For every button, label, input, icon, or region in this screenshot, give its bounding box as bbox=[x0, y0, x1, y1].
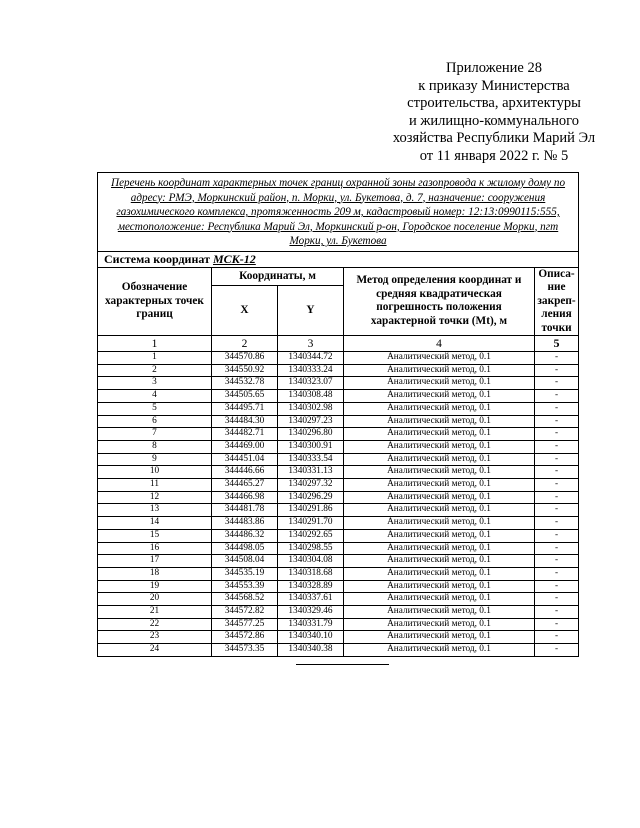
coordinate-system-value: МСК-12 bbox=[212, 251, 256, 266]
table-row bbox=[98, 466, 579, 479]
method-cell: Аналитический метод, 0.1 bbox=[344, 415, 535, 428]
point-number: 6 bbox=[98, 415, 212, 428]
method-cell: Аналитический метод, 0.1 bbox=[344, 364, 535, 377]
table-row bbox=[98, 618, 579, 631]
table-row bbox=[98, 440, 579, 453]
method-cell: Аналитический метод, 0.1 bbox=[344, 428, 535, 441]
method-cell: Аналитический метод, 0.1 bbox=[344, 580, 535, 593]
method-cell: Аналитический метод, 0.1 bbox=[344, 440, 535, 453]
point-number: 8 bbox=[98, 440, 212, 453]
table-row bbox=[98, 593, 579, 606]
table-row bbox=[98, 377, 579, 390]
method-cell: Аналитический метод, 0.1 bbox=[344, 606, 535, 619]
x-coordinate: 344484.30 bbox=[212, 415, 278, 428]
x-coordinate: 344532.78 bbox=[212, 377, 278, 390]
point-number: 5 bbox=[98, 402, 212, 415]
table-row bbox=[98, 415, 579, 428]
point-number: 12 bbox=[98, 491, 212, 504]
method-cell: Аналитический метод, 0.1 bbox=[344, 466, 535, 479]
method-cell: Аналитический метод, 0.1 bbox=[344, 402, 535, 415]
description-cell: - bbox=[535, 402, 579, 415]
table-row bbox=[98, 555, 579, 568]
header-x: X bbox=[212, 286, 278, 336]
x-coordinate: 344573.35 bbox=[212, 644, 278, 657]
y-coordinate: 1340304.08 bbox=[278, 555, 344, 568]
table-row bbox=[98, 491, 579, 504]
point-number: 16 bbox=[98, 542, 212, 555]
table-row bbox=[98, 453, 579, 466]
description-cell: - bbox=[535, 479, 579, 492]
x-coordinate: 344572.86 bbox=[212, 631, 278, 644]
point-number: 17 bbox=[98, 555, 212, 568]
x-coordinate: 344553.39 bbox=[212, 580, 278, 593]
description-cell: - bbox=[535, 555, 579, 568]
description-cell: - bbox=[535, 631, 579, 644]
coordinate-system bbox=[98, 251, 579, 267]
description-cell: - bbox=[535, 517, 579, 530]
y-coordinate: 1340298.55 bbox=[278, 542, 344, 555]
method-cell: Аналитический метод, 0.1 bbox=[344, 542, 535, 555]
point-number: 1 bbox=[98, 352, 212, 365]
point-number: 2 bbox=[98, 364, 212, 377]
method-cell: Аналитический метод, 0.1 bbox=[344, 593, 535, 606]
y-coordinate: 1340328.89 bbox=[278, 580, 344, 593]
description-cell: - bbox=[535, 606, 579, 619]
coordinate-system-label: Система координат bbox=[104, 251, 210, 266]
y-coordinate: 1340323.07 bbox=[278, 377, 344, 390]
column-number: 2 bbox=[212, 336, 278, 352]
table-row bbox=[98, 542, 579, 555]
x-coordinate: 344465.27 bbox=[212, 479, 278, 492]
column-number: 1 bbox=[98, 336, 212, 352]
y-coordinate: 1340291.86 bbox=[278, 504, 344, 517]
y-coordinate: 1340296.80 bbox=[278, 428, 344, 441]
method-cell: Аналитический метод, 0.1 bbox=[344, 390, 535, 403]
method-cell: Аналитический метод, 0.1 bbox=[344, 517, 535, 530]
description-cell: - bbox=[535, 618, 579, 631]
coordinates-table bbox=[97, 172, 579, 657]
point-number: 18 bbox=[98, 567, 212, 580]
x-coordinate: 344568.52 bbox=[212, 593, 278, 606]
description-cell: - bbox=[535, 567, 579, 580]
y-coordinate: 1340291.70 bbox=[278, 517, 344, 530]
x-coordinate: 344572.82 bbox=[212, 606, 278, 619]
y-coordinate: 1340297.32 bbox=[278, 479, 344, 492]
x-coordinate: 344469.00 bbox=[212, 440, 278, 453]
header-coordinates: Координаты, м bbox=[212, 267, 344, 286]
table-row bbox=[98, 402, 579, 415]
table-row bbox=[98, 580, 579, 593]
point-number: 3 bbox=[98, 377, 212, 390]
y-coordinate: 1340300.91 bbox=[278, 440, 344, 453]
x-coordinate: 344505.65 bbox=[212, 390, 278, 403]
y-coordinate: 1340296.29 bbox=[278, 491, 344, 504]
header-method: Метод определения координат и средняя квадратическая погрешность положения характерной точки (Mt), м bbox=[344, 267, 535, 336]
method-cell: Аналитический метод, 0.1 bbox=[344, 631, 535, 644]
point-number: 13 bbox=[98, 504, 212, 517]
method-cell: Аналитический метод, 0.1 bbox=[344, 453, 535, 466]
description-cell: - bbox=[535, 491, 579, 504]
appendix-line: и жилищно-коммунального bbox=[408, 112, 580, 129]
description-cell: - bbox=[535, 542, 579, 555]
point-number: 11 bbox=[98, 479, 212, 492]
y-coordinate: 1340318.68 bbox=[278, 567, 344, 580]
x-coordinate: 344570.86 bbox=[212, 352, 278, 365]
x-coordinate: 344498.05 bbox=[212, 542, 278, 555]
point-number: 4 bbox=[98, 390, 212, 403]
method-cell: Аналитический метод, 0.1 bbox=[344, 555, 535, 568]
y-coordinate: 1340329.46 bbox=[278, 606, 344, 619]
point-number: 24 bbox=[98, 644, 212, 657]
method-cell: Аналитический метод, 0.1 bbox=[344, 618, 535, 631]
y-coordinate: 1340340.38 bbox=[278, 644, 344, 657]
x-coordinate: 344508.04 bbox=[212, 555, 278, 568]
x-coordinate: 344451.04 bbox=[212, 453, 278, 466]
x-coordinate: 344483.86 bbox=[212, 517, 278, 530]
description-cell: - bbox=[535, 377, 579, 390]
table-row bbox=[98, 644, 579, 657]
description-cell: - bbox=[535, 466, 579, 479]
y-coordinate: 1340292.65 bbox=[278, 529, 344, 542]
y-coordinate: 1340333.54 bbox=[278, 453, 344, 466]
x-coordinate: 344482.71 bbox=[212, 428, 278, 441]
description-cell: - bbox=[535, 529, 579, 542]
table-row bbox=[98, 479, 579, 492]
point-number: 21 bbox=[98, 606, 212, 619]
y-coordinate: 1340333.24 bbox=[278, 364, 344, 377]
point-number: 14 bbox=[98, 517, 212, 530]
y-coordinate: 1340344.72 bbox=[278, 352, 344, 365]
table-row bbox=[98, 352, 579, 365]
x-coordinate: 344535.19 bbox=[212, 567, 278, 580]
description-cell: - bbox=[535, 390, 579, 403]
table-row bbox=[98, 631, 579, 644]
appendix-header bbox=[360, 60, 628, 165]
point-number: 23 bbox=[98, 631, 212, 644]
description-cell: - bbox=[535, 504, 579, 517]
description-cell: - bbox=[535, 364, 579, 377]
y-coordinate: 1340340.10 bbox=[278, 631, 344, 644]
x-coordinate: 344495.71 bbox=[212, 402, 278, 415]
y-coordinate: 1340337.61 bbox=[278, 593, 344, 606]
description-cell: - bbox=[535, 593, 579, 606]
method-cell: Аналитический метод, 0.1 bbox=[344, 529, 535, 542]
column-number: 4 bbox=[344, 336, 535, 352]
table-row bbox=[98, 428, 579, 441]
table-row bbox=[98, 529, 579, 542]
table-title: Перечень координат характерных точек границ охранной зоны газопровода к жилому дому по адресу: РМЭ, Моркинский район, п. Морки, ул. Букетова, д. 7, назначение: сооружения газохимического комплекса, протяженность 209 м, кадастровый номер: 12:13:0990115:555, местоположение: Республика Марий Эл, Моркинский р-он, Городское поселение Морки, пгт Морки, ул. Букетова bbox=[98, 173, 579, 252]
coordinates-table-body bbox=[98, 173, 579, 657]
description-cell: - bbox=[535, 644, 579, 657]
description-cell: - bbox=[535, 352, 579, 365]
table-row bbox=[98, 504, 579, 517]
method-cell: Аналитический метод, 0.1 bbox=[344, 352, 535, 365]
x-coordinate: 344550.92 bbox=[212, 364, 278, 377]
method-cell: Аналитический метод, 0.1 bbox=[344, 504, 535, 517]
method-cell: Аналитический метод, 0.1 bbox=[344, 377, 535, 390]
description-cell: - bbox=[535, 453, 579, 466]
y-coordinate: 1340331.13 bbox=[278, 466, 344, 479]
point-number: 9 bbox=[98, 453, 212, 466]
appendix-line: к приказу Министерства bbox=[418, 77, 570, 94]
method-cell: Аналитический метод, 0.1 bbox=[344, 491, 535, 504]
point-number: 15 bbox=[98, 529, 212, 542]
header-description: Описа-ние закреп-ления точки bbox=[535, 267, 579, 336]
appendix-line: от 11 января 2022 г. № 5 bbox=[419, 147, 569, 164]
point-number: 20 bbox=[98, 593, 212, 606]
x-coordinate: 344486.32 bbox=[212, 529, 278, 542]
appendix-line: хозяйства Республики Марий Эл bbox=[392, 130, 596, 146]
description-cell: - bbox=[535, 440, 579, 453]
table-row bbox=[98, 390, 579, 403]
x-coordinate: 344446.66 bbox=[212, 466, 278, 479]
column-number: 3 bbox=[278, 336, 344, 352]
appendix-line: строительства, архитектуры bbox=[407, 95, 581, 111]
point-number: 19 bbox=[98, 580, 212, 593]
point-number: 10 bbox=[98, 466, 212, 479]
x-coordinate: 344466.98 bbox=[212, 491, 278, 504]
point-number: 22 bbox=[98, 618, 212, 631]
point-number: 7 bbox=[98, 428, 212, 441]
y-coordinate: 1340308.48 bbox=[278, 390, 344, 403]
method-cell: Аналитический метод, 0.1 bbox=[344, 644, 535, 657]
description-cell: - bbox=[535, 428, 579, 441]
x-coordinate: 344577.25 bbox=[212, 618, 278, 631]
method-cell: Аналитический метод, 0.1 bbox=[344, 479, 535, 492]
footer-divider bbox=[296, 664, 389, 665]
appendix-line: Приложение 28 bbox=[446, 60, 542, 76]
header-y: Y bbox=[278, 286, 344, 336]
table-row bbox=[98, 517, 579, 530]
y-coordinate: 1340302.98 bbox=[278, 402, 344, 415]
table-row bbox=[98, 364, 579, 377]
column-number: 5 bbox=[535, 336, 579, 352]
header-point-designation: Обозначение характерных точек границ bbox=[98, 267, 212, 336]
table-row bbox=[98, 606, 579, 619]
y-coordinate: 1340297.23 bbox=[278, 415, 344, 428]
y-coordinate: 1340331.79 bbox=[278, 618, 344, 631]
description-cell: - bbox=[535, 580, 579, 593]
description-cell: - bbox=[535, 415, 579, 428]
x-coordinate: 344481.78 bbox=[212, 504, 278, 517]
table-row bbox=[98, 567, 579, 580]
method-cell: Аналитический метод, 0.1 bbox=[344, 567, 535, 580]
